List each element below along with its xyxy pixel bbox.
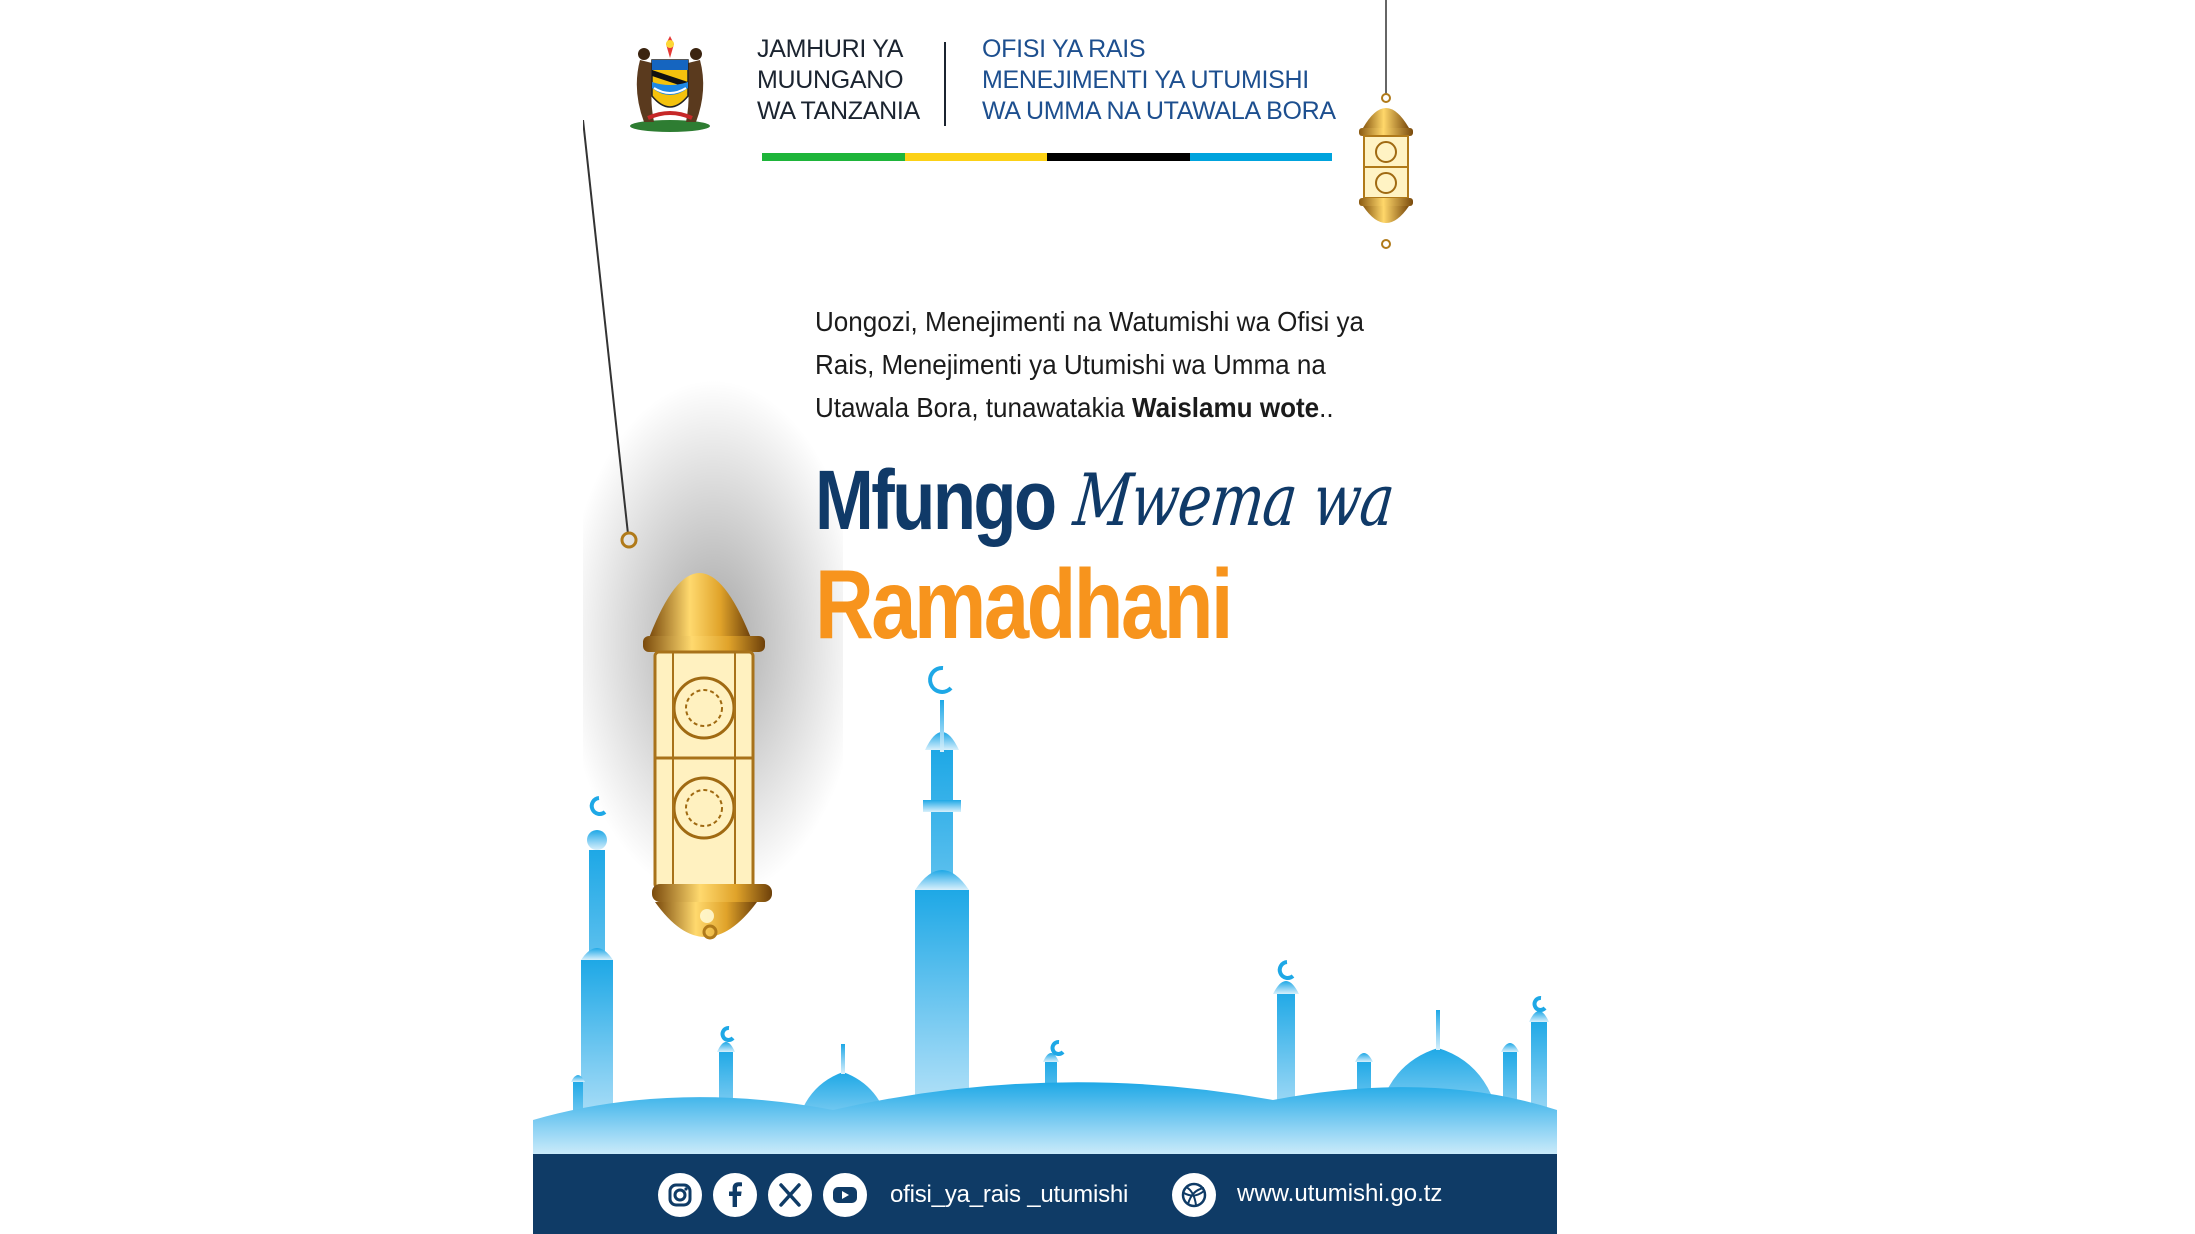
country-line: JAMHURI YA: [757, 35, 904, 63]
instagram-icon[interactable]: [658, 1173, 702, 1217]
greeting-message: [815, 300, 1373, 429]
header-divider: [944, 42, 946, 126]
country-line: MUUNGANO: [757, 66, 904, 94]
headline-line-1: [815, 452, 1535, 549]
message-suffix: ..: [1319, 392, 1334, 423]
mosque-skyline-illustration: [533, 660, 1557, 1160]
flag-stripe-blue: [1190, 153, 1333, 161]
flag-stripe-black: [1047, 153, 1190, 161]
website-link[interactable]: www.utumishi.go.tz: [1237, 1180, 1443, 1207]
country-name: [757, 34, 947, 127]
flag-stripe-yellow: [905, 153, 1048, 161]
youtube-icon[interactable]: [823, 1173, 867, 1217]
office-name: [982, 34, 1402, 127]
office-line: MENEJIMENTI YA UTUMISHI: [982, 66, 1309, 94]
x-icon[interactable]: [768, 1173, 812, 1217]
office-line: WA UMMA NA UTAWALA BORA: [982, 97, 1336, 125]
social-handle[interactable]: ofisi_ya_rais _utumishi: [890, 1181, 1129, 1208]
flag-color-bar: [762, 153, 1332, 161]
small-lantern-icon: [1343, 0, 1429, 260]
coat-of-arms-icon: [618, 30, 722, 134]
message-text: Uongozi, Menejimenti na Watumishi wa Ofisi ya Rais, Menejimenti ya Utumishi wa Umma na Utawala Bora, tunawatakia: [815, 306, 1364, 423]
footer-bar: [533, 1154, 1557, 1234]
country-line: WA TANZANIA: [757, 97, 920, 125]
office-line: OFISI YA RAIS: [982, 35, 1146, 63]
headline-word-ramadhani: Ramadhani: [815, 549, 1232, 659]
greeting-poster: [533, 0, 1557, 1234]
message-bold: Waislamu wote: [1131, 392, 1320, 423]
globe-icon: [1172, 1173, 1216, 1217]
headline-word-mwema: Mwema wa: [1070, 458, 1398, 542]
facebook-icon[interactable]: [713, 1173, 757, 1217]
headline-word-mfungo: Mfungo: [815, 453, 1055, 547]
